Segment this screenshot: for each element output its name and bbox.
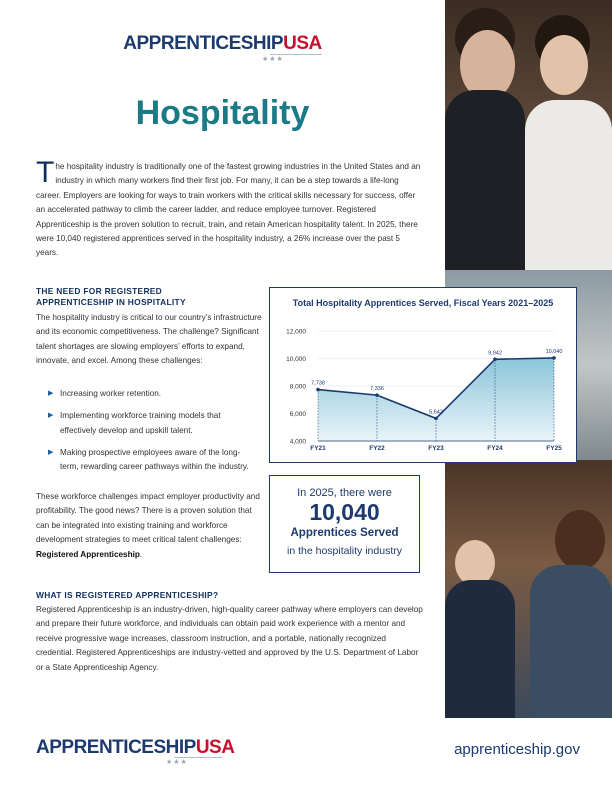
triangle-bullet-icon: ▶ <box>48 390 54 397</box>
logo-text-usa: USA <box>283 33 322 54</box>
data-label: 9,942 <box>488 350 502 357</box>
footer-logo-stars: ★★★ <box>166 759 188 766</box>
triangle-bullet-icon: ▶ <box>48 412 54 420</box>
need-heading <box>36 286 266 308</box>
need-paragraph: The hospitality industry is critical to our country’s infrastructure and its economic competitiveness. The challenge? Significant talent shortages are slowing employers’ efforts to expand, innovate, and excel. Among these challenges: <box>36 313 262 366</box>
data-point <box>552 356 556 360</box>
x-tick-label: FY24 <box>487 445 503 452</box>
data-label: 7,738 <box>311 380 325 387</box>
stat-callout <box>269 475 420 573</box>
data-label: 10,040 <box>545 348 563 355</box>
x-tick-label: FY21 <box>310 445 326 452</box>
what-paragraph: Registered Apprenticeship is an industry-driven, high-quality career pathway where employers can develop and prepare their future workforce, and individuals can obtain paid work experience with a mentor and receive progressive wage increases, classroom instruction, and a portable, nationally recognized credential. Registered Apprenticeships are industry-vetted and approved by the U.S. Department of Labor or a State Apprenticeship Agency. <box>36 605 423 672</box>
logo-underline <box>270 54 322 55</box>
data-label: 7,336 <box>370 386 384 393</box>
chart-svg <box>270 288 576 462</box>
data-point <box>316 388 320 392</box>
intro-text: he hospitality industry is traditionally one of the fastest growing industries in the United States and an industry in which many workers find their first job. For many, it can be a step towards a life-long career. Employers are looking for ways to train workers with the critical skills necessary for success, offer an accelerated pathway to climb the career ladder, and reduce employee turnover. Registered Apprenticeship is the proven solution to recruit, train, and retain American hospitality talent. In 2025, there were 10,040 registered apprentices served in the hospitality industry, a 26% increase over the past 5 years. <box>36 162 421 258</box>
what-heading: WHAT IS REGISTERED APPRENTICESHIP? <box>36 590 219 600</box>
data-label: 5,642 <box>429 409 443 416</box>
stat-line2: Apprentices Served <box>290 527 399 539</box>
triangle-bullet-icon: ▶ <box>48 448 54 456</box>
y-tick-label: 10,000 <box>286 356 306 363</box>
data-point <box>493 357 497 361</box>
logo-stars: ★★★ <box>262 56 284 63</box>
list-item: ▶ Implementing workforce training models that effectively develop and upskill talent. <box>48 411 221 435</box>
footer-logo <box>36 737 234 759</box>
stat-number: 10,040 <box>309 499 380 525</box>
list-item: ▶ Increasing worker retention. <box>36 387 251 401</box>
page-title: Hospitality <box>135 94 310 132</box>
data-point <box>434 417 438 421</box>
apprentices-chart <box>269 287 577 463</box>
footer-logo-text-apprenticeship: APPRENTICESHIP <box>36 737 196 758</box>
need-heading-line1: THE NEED FOR REGISTERED <box>36 286 163 296</box>
y-tick-label: 12,000 <box>286 328 306 336</box>
x-tick-label: FY23 <box>428 445 444 452</box>
intro-paragraph <box>36 156 424 261</box>
top-logo <box>0 33 445 55</box>
footer-logo-underline <box>174 757 222 758</box>
x-tick-label: FY25 <box>546 445 562 452</box>
need-closing-text: These workforce challenges impact employer productivity and profitability. The good news? There is a proven solution that can be integrated into existing training and workforce development strategies to meet critical talent challenges: <box>36 492 260 545</box>
data-point <box>375 393 379 397</box>
list-item: ▶ Making prospective employees aware of the long-term, rewarding career pathways within the industry. <box>48 447 249 472</box>
logo-text-apprenticeship: APPRENTICESHIP <box>123 33 284 54</box>
y-tick-label: 6,000 <box>289 411 306 418</box>
need-heading-line2: APPRENTICESHIP IN HOSPITALITY <box>36 297 186 307</box>
y-tick-label: 4,000 <box>289 438 306 446</box>
stat-line3: in the hospitality industry <box>287 545 402 557</box>
need-closing-bold: Registered Apprenticeship <box>36 549 140 559</box>
x-tick-label: FY22 <box>369 445 385 452</box>
challenges-list <box>36 387 251 482</box>
footer-logo-text-usa: USA <box>195 737 235 758</box>
chart-title: Total Hospitality Apprentices Served, Fiscal Years 2021–2025 <box>292 298 554 308</box>
need-closing-paragraph: These workforce challenges impact employer productivity and profitability. The good news? There is a proven solution that can be integrated into existing training and workforce development strategies to meet critical talent challenges: Registered Apprenticeship. <box>36 492 260 559</box>
footer-url-link[interactable]: apprenticeship.gov <box>454 741 580 758</box>
stat-line1: In 2025, there were <box>297 487 392 499</box>
y-tick-label: 8,000 <box>289 383 306 391</box>
intro-dropcap: T <box>36 156 55 189</box>
